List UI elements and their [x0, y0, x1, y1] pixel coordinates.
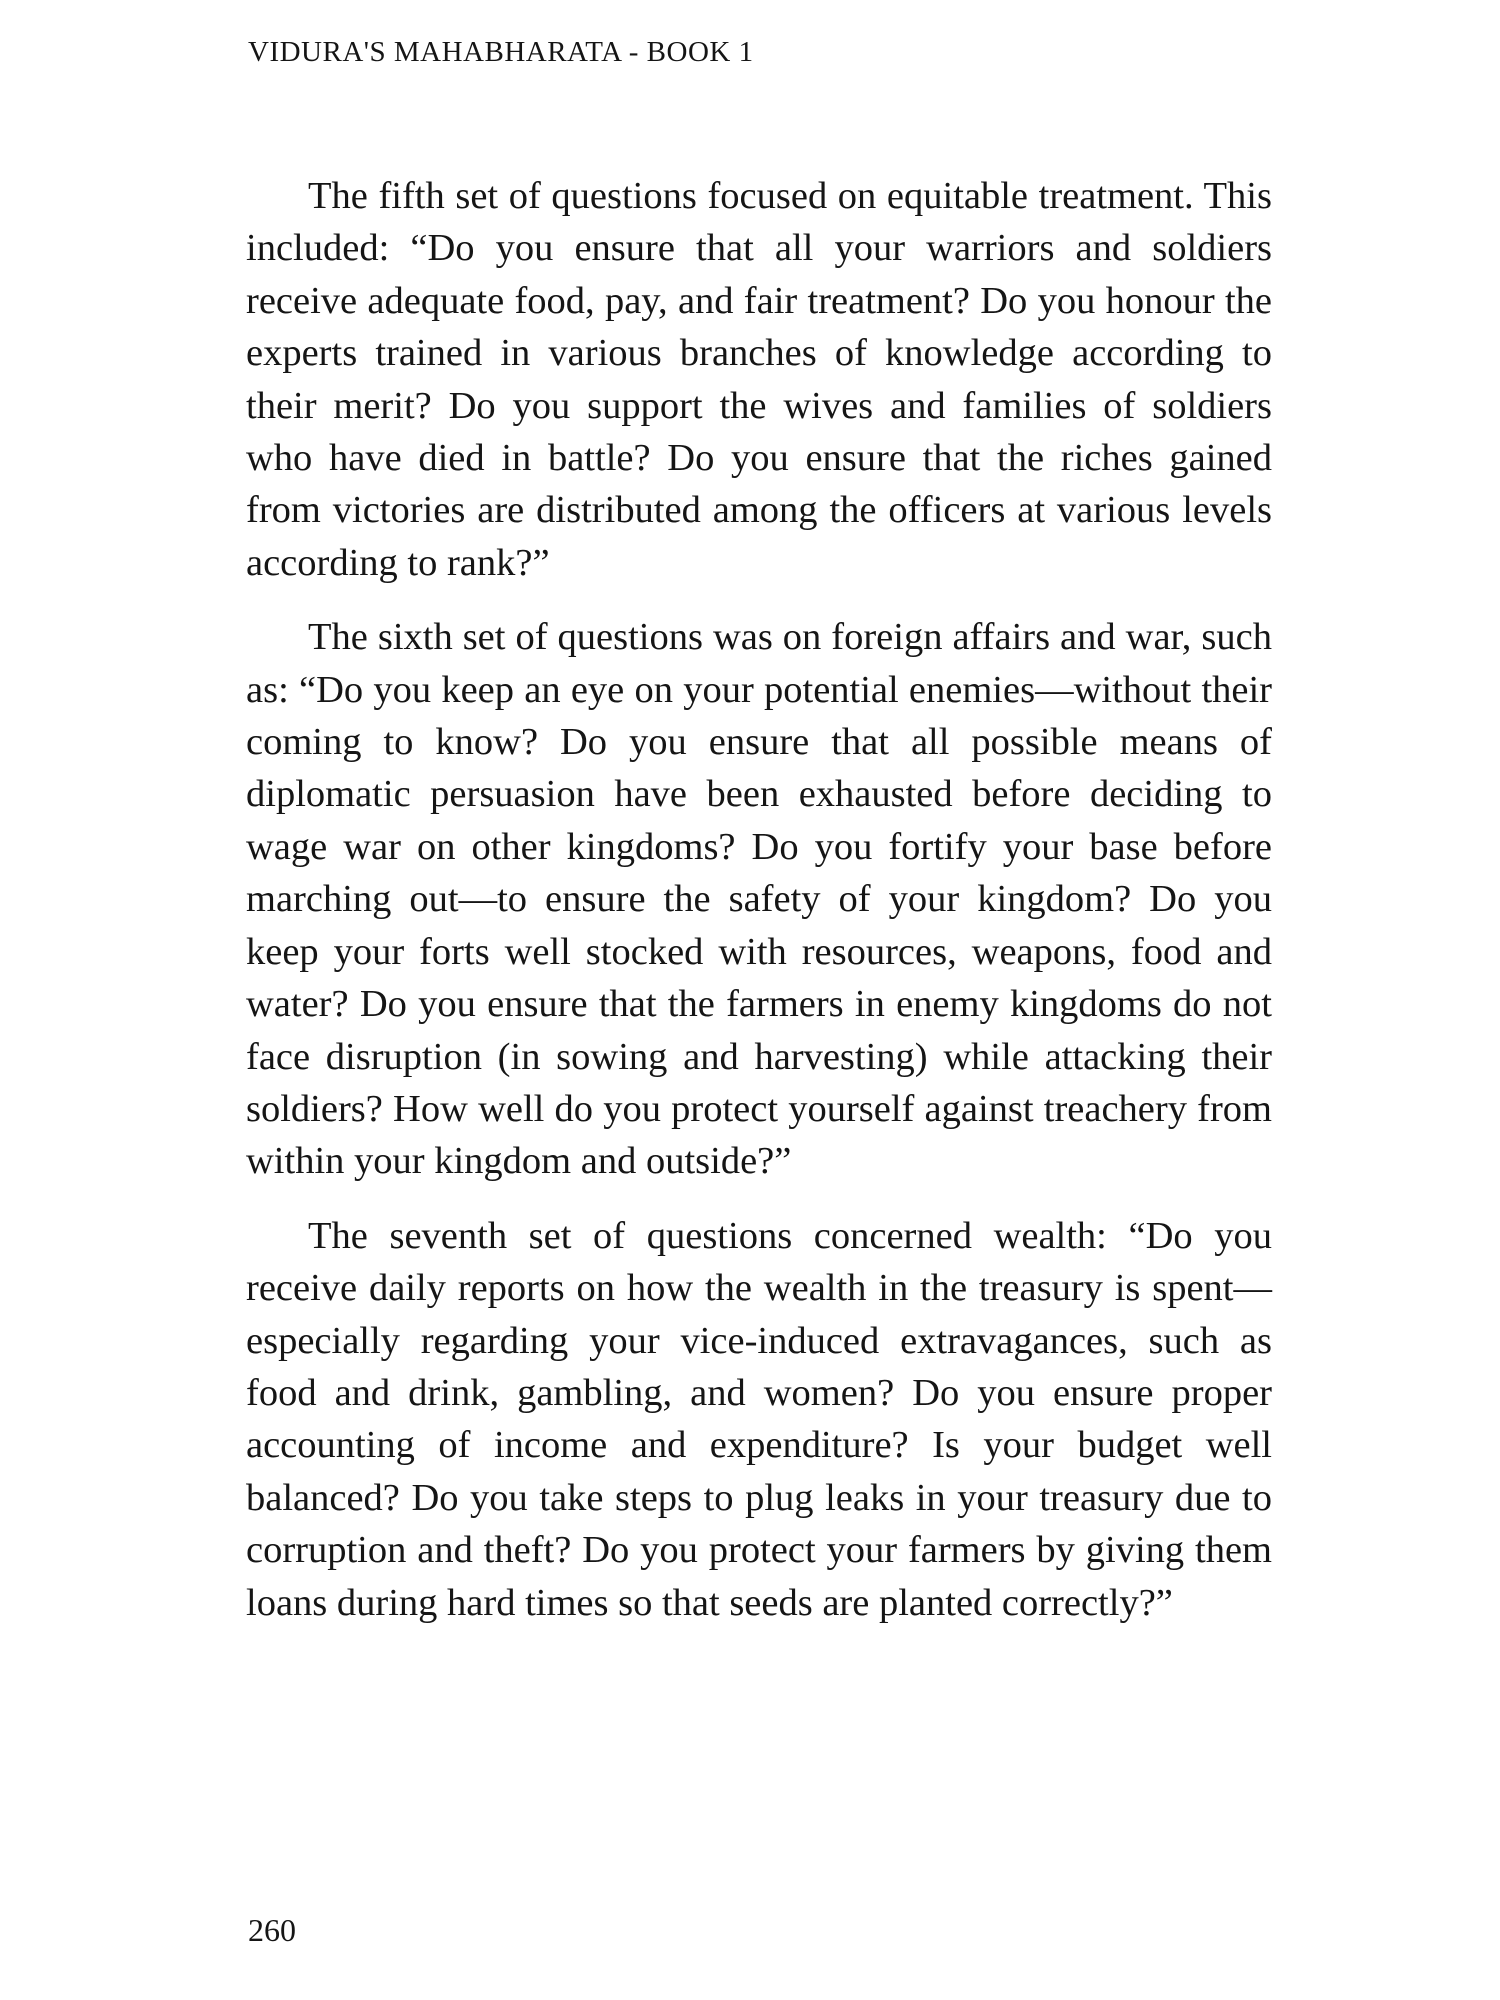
page-number: 260	[248, 1912, 296, 1948]
paragraph-fifth-set: The fifth set of questions focused on equitable treatment. This included: “Do you ensure that all your warriors and soldiers receive adequate food, pay, and fair treatment? Do you honour the experts trained in various branches of knowledge according to their merit? Do you support the wives and families of soldiers who have died in battle? Do you ensure that the riches gained from victories are distributed among the officers at various levels according to rank?”	[246, 175, 1272, 584]
paragraph-sixth-set: The sixth set of questions was on foreign affairs and war, such as: “Do you keep an eye on your potential enemies—without their coming to know? Do you ensure that all possible means of diplomatic persuasion have been exhausted before deciding to wage war on other kingdoms? Do you fortify your base before marching out—to ensure the safety of your kingdom? Do you keep your forts well stocked with resources, weapons, food and water? Do you ensure that the farmers in enemy kingdoms do not face disruption (in sowing and harvesting) while attacking their soldiers? How well do you protect yourself against treachery from within your kingdom and outside?”	[246, 616, 1272, 1183]
running-head: VIDURA'S MAHABHARATA - BOOK 1	[248, 36, 754, 68]
body-text	[246, 170, 1272, 1629]
paragraph-seventh-set: The seventh set of questions concerned wealth: “Do you receive daily reports on how the wealth in the treasury is spent—especially regarding your vice-induced extravagances, such as food and drink, gambling, and women? Do you ensure proper accounting of income and expenditure? Is your budget well balanced? Do you take steps to plug leaks in your treasury due to corruption and theft? Do you protect your farmers by giving them loans during hard times so that seeds are planted correctly?”	[246, 1214, 1272, 1624]
